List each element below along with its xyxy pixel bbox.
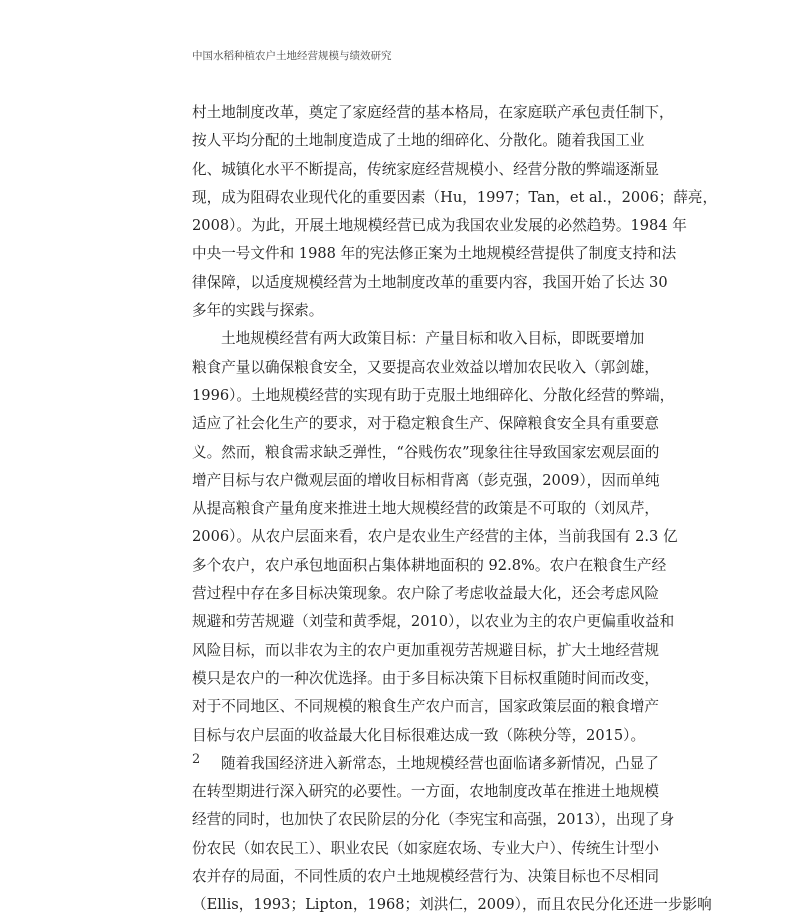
text-line: 营过程中存在多目标决策现象。农户除了考虑收益最大化，还会考虑风险 (192, 585, 660, 603)
text-line: 义。然而，粮食需求缺乏弹性，“谷贱伤农”现象往往导致国家宏观层面的 (192, 443, 660, 461)
text-line: 中央一号文件和 1988 年的宪法修正案为土地规模经营提供了制度支持和法 (192, 245, 677, 263)
running-header: 中国水稻种植农户土地经营规模与绩效研究 (192, 50, 392, 62)
text-line: 对于不同地区、不同规模的粮食生产农户而言，国家政策层面的粮食增产 (192, 698, 660, 716)
text-line: 按人平均分配的土地制度造成了土地的细碎化、分散化。随着我国工业 (192, 132, 645, 150)
text-line: 1996）。土地规模经营的实现有助于克服土地细碎化、分散化经营的弊端， (192, 386, 675, 404)
text-line: 多年的实践与探索。 (192, 302, 324, 320)
text-line: 2006）。从农户层面来看，农户是农业生产经营的主体，当前我国有 2.3 亿 (192, 528, 678, 546)
text-line: 化、城镇化水平不断提高，传统家庭经营规模小、经营分散的弊端逐渐显 (192, 160, 660, 178)
text-line: 模只是农户的一种次优选择。由于多目标决策下目标权重随时间而改变， (192, 669, 660, 687)
text-line: （Ellis，1993；Lipton，1968；刘洪仁，2009），而且农民分化还进一步影响 (192, 896, 712, 914)
text-line: 多个农户，农户承包地面积占集体耕地面积的 92.8%。农户在粮食生产经 (192, 556, 667, 574)
text-line: 目标与农户层面的收益最大化目标很难达成一致（陈秧分等，2015）。 (192, 726, 646, 744)
page-number: 2 (192, 752, 201, 767)
text-line: 2008）。为此，开展土地规模经营已成为我国农业发展的必然趋势。1984 年 (192, 217, 687, 235)
text-line: 农并存的局面，不同性质的农户土地规模经营行为、决策目标也不尽相同 (192, 868, 660, 886)
text-line: 经营的同时，也加快了农民阶层的分化（李宪宝和高强，2013），出现了身 (192, 811, 675, 829)
text-line: 在转型期进行深入研究的必要性。一方面，农地制度改革在推进土地规模 (192, 783, 660, 801)
text-line: 律保障，以适度规模经营为土地制度改革的重要内容，我国开始了长达 30 (192, 273, 668, 291)
text-line: 增产目标与农户微观层面的增收目标相背离（彭克强，2009），因而单纯 (192, 471, 660, 489)
text-line: 风险目标，而以非农为主的农户更加重视劳苦规避目标，扩大土地经营规 (192, 641, 660, 659)
text-line: 从提高粮食产量角度来推进土地大规模经营的政策是不可取的（刘凤芹， (192, 500, 660, 518)
text-line: 规避和劳苦规避（刘莹和黄季焜，2010），以农业为主的农户更偏重收益和 (192, 613, 675, 631)
text-line: 现，成为阻碍农业现代化的重要因素（Hu，1997；Tan，et al.，2006；薛亮， (192, 188, 718, 206)
body-text (192, 99, 718, 920)
text-line: 份农民（如农民工）、职业农民（如家庭农场、专业大户）、传统生计型小 (192, 839, 659, 857)
text-line: 适应了社会化生产的要求，对于稳定粮食生产、保障粮食安全具有重要意 (192, 415, 660, 433)
text-line: 随着我国经济进入新常态，土地规模经营也面临诸多新情况，凸显了 (221, 754, 659, 772)
text-line: 土地规模经营有两大政策目标：产量目标和收入目标，即既要增加 (221, 330, 645, 348)
text-line: 粮食产量以确保粮食安全，又要提高农业效益以增加农民收入（郭剑雄， (192, 358, 660, 376)
text-line: 村土地制度改革，奠定了家庭经营的基本格局，在家庭联产承包责任制下， (192, 104, 674, 121)
